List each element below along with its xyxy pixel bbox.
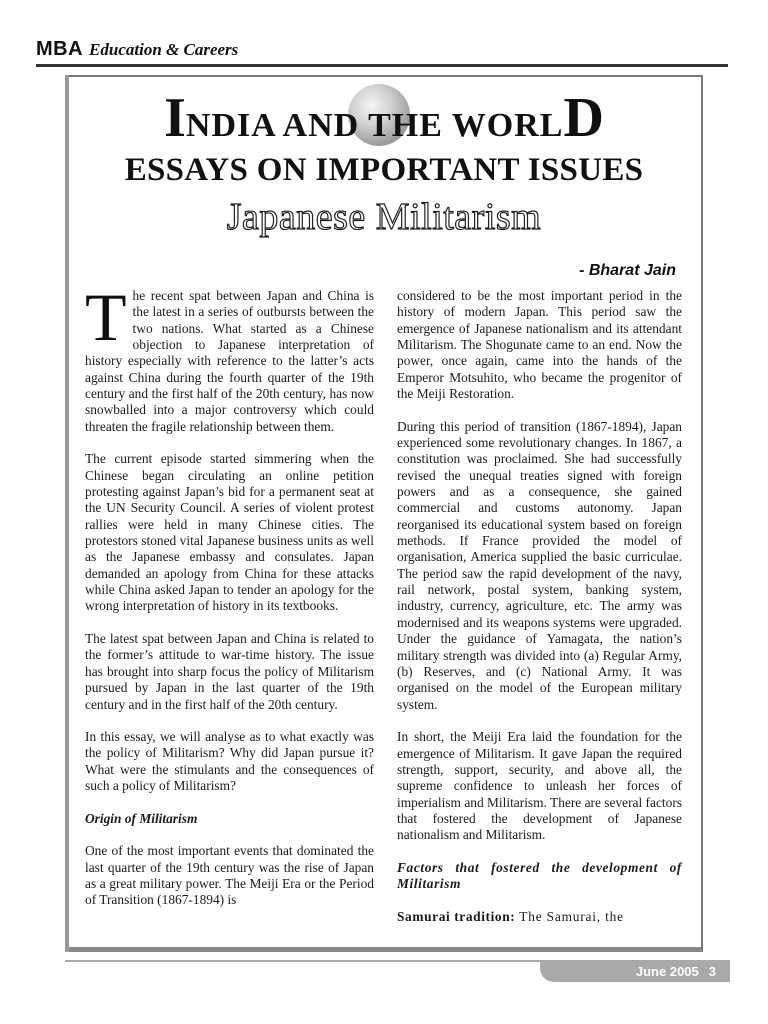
title-block: [67, 87, 701, 239]
right-column: [397, 288, 682, 925]
section-subheading: Factors that fostered the development of Militarism: [397, 859, 682, 892]
paragraph: The latest spat between Japan and China is related to the former’s attitude to war-time history. The issue has brought into sharp focus the policy of Militarism pursued by Japan in the last quarter of the 19th century and in the first half of the 20th century.: [85, 631, 374, 712]
paragraph: The current episode started simmering when the Chinese began circulating an online petition protesting against Japan’s bid for a permanent seat at the UN Security Council. A series of violent protest rallies were held in many Chinese cities. The protestors stoned vital Japanese business units as well as the Japanese embassy and consulates. Japan demanded an apology from China for these attacks while China asked Japan to tender an apology for the wrong interpretation of history in its textbooks.: [85, 451, 374, 614]
paragraph: In this essay, we will analyse as to what exactly was the policy of Militarism? Why did Japan pursue it? What were the stimulants and the consequences of such a policy of Militarism?: [85, 729, 374, 794]
header-rule: [36, 64, 728, 67]
title-first-letter: I: [164, 87, 186, 149]
paragraph-text: The Samurai, the: [515, 908, 624, 924]
author-byline: - Bharat Jain: [579, 262, 676, 279]
page-number: 3: [708, 963, 716, 979]
paragraph: In short, the Meiji Era laid the foundation for the emergence of Militarism. It gave Japan the required strength, support, security, and above all, the supreme confidence to unleash her forces of imperialism and Militarism. There are several factors that fostered the development of Japanese nationalism and Militarism.: [397, 729, 682, 843]
paragraph: One of the most important events that dominated the last quarter of the 19th century was the rise of Japan as a great military power. The Meiji Era or the Period of Transition (1867-1894) is: [85, 843, 374, 908]
section-title: [164, 87, 604, 149]
magazine-name: MBA: [36, 38, 84, 60]
section-subheading: Origin of Militarism: [85, 810, 198, 826]
left-column: [85, 279, 374, 909]
series-title: ESSAYS ON IMPORTANT ISSUES: [124, 152, 644, 188]
paragraph-text: he recent spat between Japan and China is the latest in a series of outbursts between the two nations. What started as a Chinese objection to Japanese interpretation of history especially with reference to the latter’s acts against China during the fourth quarter of the 19th century and the first half of the 20th century, has now snowballed into a major controversy which could threaten the fragile relationship between them.: [85, 288, 374, 434]
paragraph: During this period of transition (1867-1894), Japan experienced some revolutionary changes. In 1867, a constitution was proclaimed. She had successfully revised the unequal treaties signed with foreign powers and as a consequence, she gained commercial and customs autonomy. Japan reorganised its educational system based on foreign methods. If France provided the model of organisation, America supplied the basic curriculae. The period saw the rapid development of the navy, rail network, postal system, banking system, industry, currency, agriculture, etc. The army was modernised and its weapons systems were upgraded. Under the guidance of Yamagata, the nation’s military strength was divided into (a) Regular Army, (b) Reserves, and (c) National Army. It was organised on the model of the European military system.: [397, 418, 682, 712]
magazine-header: [36, 38, 238, 61]
title-last-letter: D: [563, 87, 604, 149]
issue-date: June 2005: [635, 963, 699, 979]
magazine-subtitle: Education & Careers: [89, 40, 239, 59]
paragraph: [85, 279, 374, 435]
essay-title: Japanese Militarism: [226, 196, 542, 238]
paragraph: considered to be the most important period in the history of modern Japan. This period saw the emergence of Japanese nationalism and its attendant Militarism. The Shogunate came to an end. Now the power, once again, came into the hands of the Emperor Motsuhito, who became the progenitor of the Meiji Restoration.: [397, 288, 682, 402]
drop-cap: T: [85, 279, 127, 355]
page-footer: [540, 960, 730, 982]
run-in-heading: Samurai tradition:: [397, 908, 516, 924]
paragraph: [397, 909, 682, 925]
title-middle: NDIA AND THE WORL: [185, 107, 564, 144]
